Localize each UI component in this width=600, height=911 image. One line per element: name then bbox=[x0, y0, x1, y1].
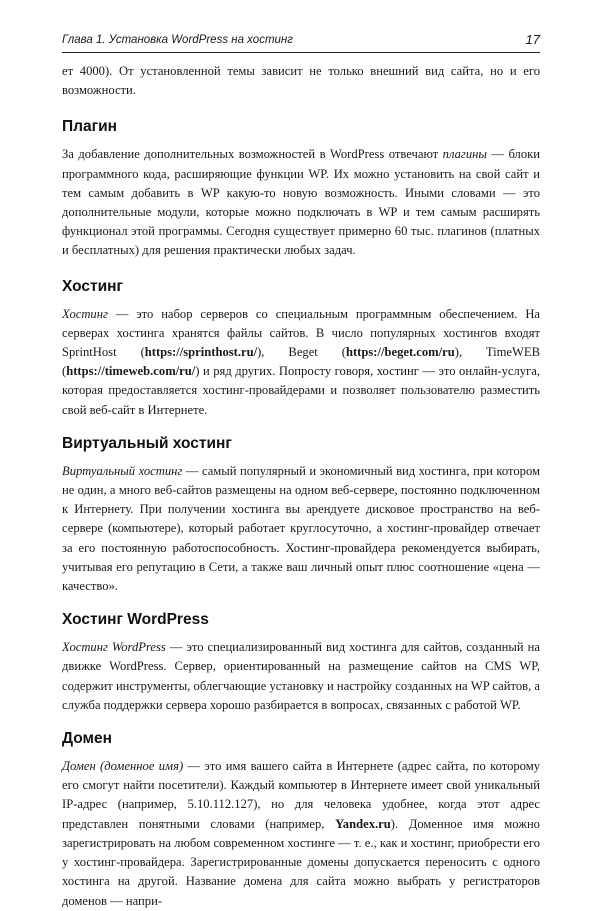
heading-wp-hosting: Хостинг WordPress bbox=[62, 611, 209, 629]
domain-text-1: — это имя вашего сайта в Интернете (адрес сайта, по которому его смогут найти посетители). Каждый компьютер в Интернете имеет свой уникальный IP-адрес (например, 5.10.112.127), но для человека удобнее, когда этот адрес представлен понятными словами (например, bbox=[62, 759, 540, 831]
virtual-hosting-text: — самый популярный и экономичный вид хостинга, при котором не один, а много веб-сайтов размещены на одном веб-сервере, постоянно подключенном к Интернету. При получении хостинга вы арендуете дисковое пространство на веб-сервере (компьютере), который работает круглосуточно, а хостинг-провайдер отвечает за его постоянную работоспособность. Хостинг-провайдера рекомендуется выбирать, учитывая его репутацию в Сети, а также ваш личный опыт плюс соотношение «цена — качество». bbox=[62, 463, 540, 594]
page-body bbox=[62, 62, 540, 911]
virtual-hosting-term: Виртуальный хостинг bbox=[62, 463, 183, 478]
hosting-term: Хостинг bbox=[62, 306, 108, 321]
heading-domain: Домен bbox=[62, 730, 112, 748]
plugin-text-b: — блоки программного кода, расширяющие функции WP. Их можно установить на свой сайт и тем самым добавить в WP какую-то новую возможность. Иными словами — это дополнительные модули, которые можно подключать в WP и тем самым расширять функционал этой программы. Сегодня существует примерно 60 тыс. плагинов (платных и бесплатных) для решения практически любых задач. bbox=[62, 147, 540, 258]
running-header bbox=[62, 32, 540, 53]
wp-hosting-paragraph bbox=[62, 638, 540, 715]
plugin-term: плагины bbox=[442, 147, 487, 162]
hosting-paragraph bbox=[62, 305, 540, 420]
hosting-text-2: ), Beget ( bbox=[257, 345, 346, 360]
virtual-hosting-paragraph bbox=[62, 462, 540, 596]
hosting-text-3: ), TimeWEB ( bbox=[62, 345, 540, 379]
domain-example: Yandex.ru bbox=[335, 816, 391, 831]
wp-hosting-term: Хостинг WordPress bbox=[62, 640, 166, 655]
wp-hosting-text: — это специализированный вид хостинга для сайтов, созданный на движке WordPress. Сервер, ориентированный на размещение сайтов на CMS WP, содержит инструменты, облегчающие установку и настройку созданных на WP сайтов, а служба поддержки сервера хорошо разбирается в вопросах, связанных с работой WP. bbox=[62, 640, 540, 712]
plugin-paragraph bbox=[62, 145, 540, 260]
beget-link[interactable]: https://beget.com/ru bbox=[345, 345, 455, 360]
plugin-text-a: За добавление дополнительных возможностей в WordPress отвечают bbox=[62, 147, 443, 162]
hosting-text-1: — это набор серверов со специальным программным обеспечением. На серверах хостинга хранятся файлы сайтов. В число популярных хостингов входят SprintHost ( bbox=[62, 306, 540, 360]
heading-hosting: Хостинг bbox=[62, 277, 123, 295]
domain-text-2: ). Доменное имя можно зарегистрировать на любом современном хостинге — т. е., как и хостинг, приобрести его у хостинг-провайдера. Зарегистрированные домены допускается переносить с одного хостинга на другой. Название домена для сайта можно выбрать у регистраторов доменов — напри- bbox=[62, 816, 540, 908]
intro-paragraph: ет 4000). От установленной темы зависит не только внешний вид сайта, но и его возможности. bbox=[62, 64, 540, 98]
domain-paragraph bbox=[62, 757, 540, 911]
domain-term: Домен (доменное имя) bbox=[62, 759, 184, 774]
page-number: 17 bbox=[525, 32, 540, 47]
chapter-title: Глава 1. Установка WordPress на хостинг bbox=[62, 34, 293, 46]
heading-virtual-hosting: Виртуальный хостинг bbox=[62, 434, 232, 452]
sprinthost-link[interactable]: https://sprinthost.ru/ bbox=[144, 345, 258, 360]
heading-plugin: Плагин bbox=[62, 118, 117, 136]
timeweb-link[interactable]: https://timeweb.com/ru/ bbox=[66, 364, 196, 379]
hosting-text-4: ) и ряд других. Попросту говоря, хостинг — это онлайн-услуга, которая предоставляется хостинг-провайдерами и позволяет пользователю разместить свой веб-сайт в Интернете. bbox=[62, 364, 540, 417]
